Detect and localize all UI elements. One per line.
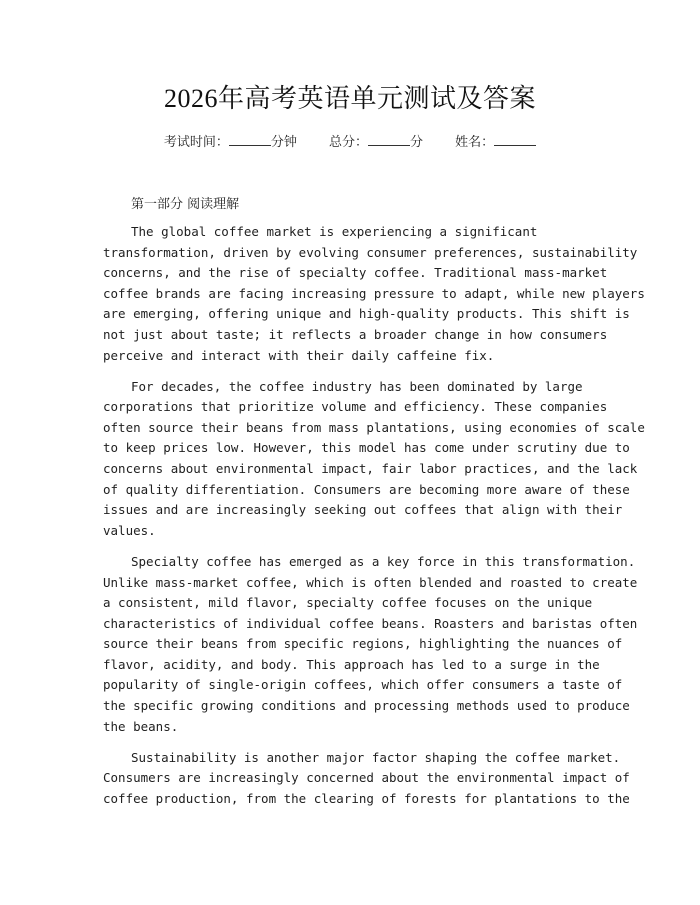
paragraph-line: Consumers are increasingly concerned about the environmental impact of [103,770,630,786]
paragraph-line: Unlike mass-market coffee, which is often blended and roasted to create [103,574,638,590]
paragraph-line: The global coffee market is experiencing a significant [131,224,538,239]
paragraph-line: concerns, and the rise of specialty coffee. Traditional mass-market [103,265,608,281]
paragraph-line: to keep prices low. However, this model has come under scrutiny due to [103,440,630,456]
paragraph-line: values. [103,522,156,538]
paragraph-line: coffee production, from the clearing of forests for plantations to the [103,790,630,806]
exam-time-blank [229,133,271,146]
name-label: 姓名： [455,135,495,150]
paragraph-line: coffee brands are facing increasing pressure to adapt, while new players [103,285,645,301]
name-blank [494,133,536,146]
paragraph-line: often source their beans from mass plantations, using economies of scale [103,419,645,435]
paragraph-line: perceive and interact with their daily caffeine fix. [103,347,495,363]
paragraph-line: the specific growing conditions and processing methods used to produce [103,698,630,714]
paragraph-line: are emerging, offering unique and high-quality products. This shift is [103,306,630,322]
paragraph-line: a consistent, mild flavor, specialty coffee focuses on the unique [103,595,593,611]
passage-paragraph [103,222,645,366]
exam-time-field [164,131,297,150]
passage-paragraph [103,552,638,737]
paragraph-line: popularity of single-origin coffees, which offer consumers a taste of [103,677,623,693]
paragraph-line: concerns about environmental impact, fair labor practices, and the lack [103,461,638,477]
paragraph-line: corporations that prioritize volume and efficiency. These companies [103,399,608,415]
paragraph-line: characteristics of individual coffee beans. Roasters and baristas often [103,615,638,631]
paragraph-line: Sustainability is another major factor shaping the coffee market. [131,749,621,765]
section-heading: 第一部分 阅读理解 [131,197,240,212]
passage-paragraph [103,748,630,810]
paragraph-line: not just about taste; it reflects a broader change in how consumers [103,326,608,342]
total-score-field [329,131,423,150]
document-title: 2026年高考英语单元测试及答案 [163,84,536,113]
exam-time-label: 考试时间： [163,135,229,150]
paragraph-line: For decades, the coffee industry has been dominated by large [131,378,583,394]
paragraph-line: source their beans from specific regions, highlighting the nuances of [103,636,623,652]
paragraph-line: issues and are increasingly seeking out coffees that align with their [103,502,623,518]
exam-time-unit: 分钟 [270,135,297,150]
total-score-blank [368,133,410,146]
name-field [455,131,536,150]
paragraph-line: of quality differentiation. Consumers are becoming more aware of these [103,481,630,497]
passage-body [103,222,645,820]
paragraph-line: Specialty coffee has emerged as a key force in this transformation. [131,553,636,569]
exam-info-line [0,131,700,150]
paragraph-line: the beans. [103,718,179,734]
total-score-label: 总分： [328,135,368,150]
passage-paragraph [103,377,645,542]
paragraph-line: flavor, acidity, and body. This approach has led to a surge in the [103,656,600,672]
total-score-unit: 分 [410,135,424,150]
paragraph-line: transformation, driven by evolving consumer preferences, sustainability [103,244,638,260]
